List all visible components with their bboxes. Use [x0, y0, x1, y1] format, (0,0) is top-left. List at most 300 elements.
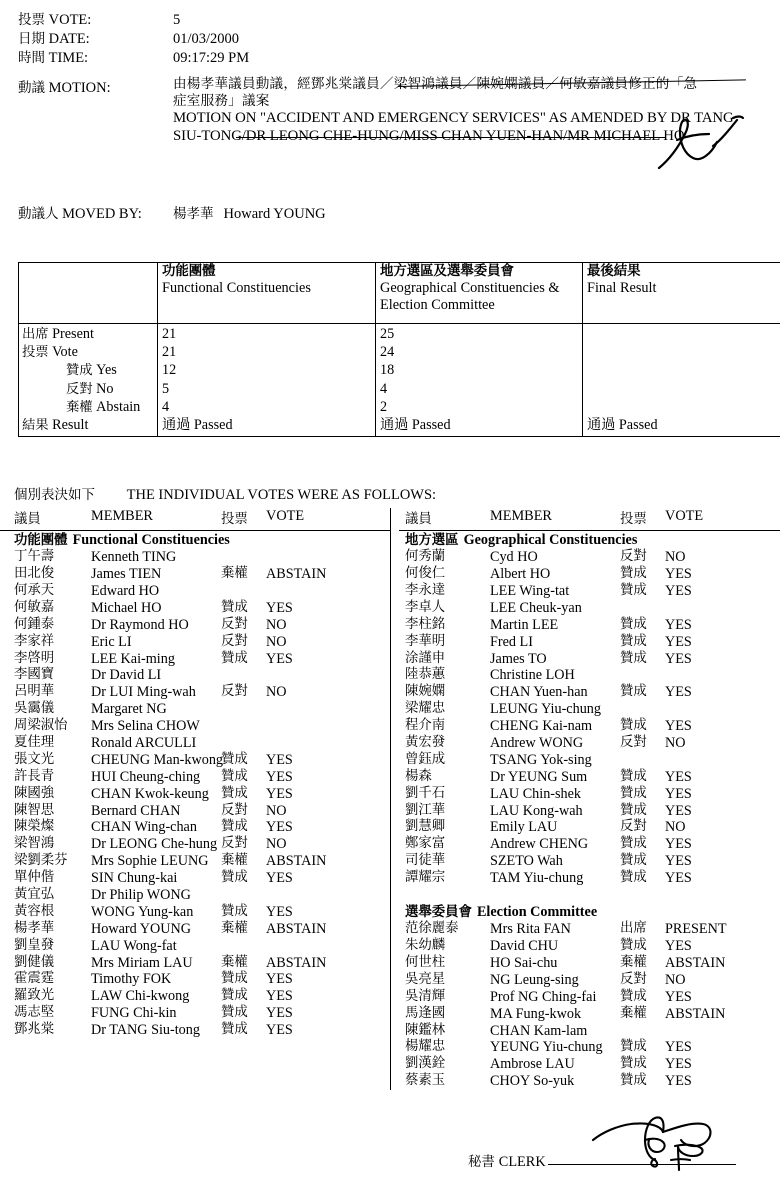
member-name-cjk: 劉江華	[405, 802, 446, 818]
member-vote-en: YES	[665, 566, 692, 583]
vote-row	[399, 752, 780, 769]
vote-row	[0, 617, 390, 634]
gc-present: 25	[380, 326, 395, 342]
member-name-en: CHOY So-yuk	[490, 1073, 575, 1090]
member-name-en: Howard YOUNG	[91, 920, 191, 937]
member-name-en: Mrs Selina CHOW	[91, 718, 200, 735]
votes-column-geographical	[390, 508, 780, 1090]
member-name-cjk: 陳國強	[14, 785, 55, 801]
vote-number-value: 5	[173, 12, 181, 28]
member-name-cjk: 李柱銘	[405, 616, 446, 632]
gc-vote: 24	[380, 344, 395, 361]
member-vote-en	[266, 887, 366, 904]
vote-row	[0, 786, 390, 803]
member-name-cjk: 蔡素玉	[405, 1073, 446, 1089]
moved-by-block	[18, 202, 326, 223]
fc-yes: 12	[162, 362, 177, 379]
member-name-cjk: 劉漢銓	[405, 1056, 446, 1072]
member-vote-cjk: 贊成	[221, 751, 248, 767]
member-vote-cjk: 贊成	[221, 819, 248, 835]
member-vote-en: ABSTAIN	[665, 1005, 726, 1022]
member-vote-en: YES	[266, 785, 293, 802]
fc-present: 21	[162, 326, 177, 342]
member-name-cjk: 黃宏發	[405, 734, 446, 750]
member-vote-cjk: 贊成	[620, 1073, 647, 1089]
member-vote-en	[266, 667, 366, 684]
motion-chinese-line-1: 由楊孝華議員動議，經鄧兆棠議員／梁智鴻議員／陳婉嫻議員／何敏嘉議員修正的「急	[173, 76, 698, 92]
member-vote-en	[665, 701, 765, 718]
member-vote-cjk	[221, 735, 266, 752]
vote-row	[399, 549, 780, 566]
vote-row	[0, 870, 390, 887]
member-name-en: James TIEN	[91, 566, 162, 583]
member-name-cjk: 何世柱	[405, 954, 446, 970]
vote-row	[399, 836, 780, 853]
member-vote-cjk: 反對	[620, 734, 647, 750]
member-vote-cjk: 贊成	[221, 1022, 248, 1038]
member-name-cjk: 李永達	[405, 582, 446, 598]
member-name-en: LAU Wong-fat	[91, 937, 177, 954]
vote-row	[0, 549, 390, 566]
member-name-en: Andrew CHENG	[490, 836, 589, 853]
votes-list-right	[399, 531, 780, 1090]
vote-row	[0, 701, 390, 718]
votes-list-left	[0, 531, 390, 1039]
member-vote-cjk: 贊成	[221, 650, 248, 666]
member-name-cjk: 吳靄儀	[14, 701, 55, 717]
member-name-cjk: 呂明華	[14, 684, 55, 700]
vote-row	[399, 786, 780, 803]
vote-row	[0, 684, 390, 701]
motion-label: 動議 MOTION:	[18, 80, 111, 96]
vote-row	[399, 1056, 780, 1073]
member-name-en: Dr LUI Ming-wah	[91, 684, 196, 701]
member-vote-cjk: 棄權	[620, 954, 647, 970]
fc-result: 通過 Passed	[162, 416, 233, 433]
member-name-en: Fred LI	[490, 633, 533, 650]
member-vote-en: PRESENT	[665, 921, 727, 938]
vote-row	[0, 651, 390, 668]
member-name-en: WONG Yung-kan	[91, 903, 194, 920]
member-vote-cjk: 贊成	[620, 853, 647, 869]
member-vote-en: ABSTAIN	[266, 954, 327, 971]
member-vote-cjk: 贊成	[620, 616, 647, 632]
member-name-cjk: 楊耀忠	[405, 1039, 446, 1055]
member-vote-cjk: 贊成	[620, 718, 647, 734]
member-name-en: Dr Philip WONG	[91, 887, 191, 903]
vote-row	[0, 769, 390, 786]
vote-row	[0, 938, 390, 955]
vote-row	[399, 938, 780, 955]
summary-label-vote: 投票 Vote	[22, 344, 78, 361]
member-name-cjk: 單仲偕	[14, 870, 55, 886]
member-vote-en: NO	[266, 616, 287, 633]
member-vote-en: YES	[665, 988, 692, 1005]
votes-section-heading-en: Election Committee	[476, 904, 598, 920]
vote-row	[399, 566, 780, 583]
signature-rule	[548, 1163, 736, 1165]
vote-row	[399, 667, 780, 684]
member-vote-en: YES	[665, 633, 692, 650]
member-vote-cjk: 反對	[620, 819, 647, 835]
member-vote-cjk	[221, 549, 266, 566]
member-vote-en: ABSTAIN	[266, 920, 327, 937]
member-name-cjk: 劉慧卿	[405, 819, 446, 835]
member-vote-en: ABSTAIN	[266, 566, 327, 583]
member-vote-en: YES	[665, 1073, 692, 1090]
member-vote-en: YES	[665, 802, 692, 819]
member-vote-cjk: 贊成	[620, 870, 647, 886]
member-vote-cjk: 贊成	[620, 785, 647, 801]
member-vote-en	[665, 1023, 765, 1040]
votes-column-header-right: 議員 MEMBER 投票 VOTE	[399, 508, 780, 531]
member-vote-en	[665, 752, 765, 769]
vote-row	[0, 667, 390, 684]
member-vote-en: YES	[665, 853, 692, 870]
member-name-cjk: 梁耀忠	[405, 701, 446, 717]
member-name-en: Mrs Rita FAN	[490, 921, 571, 938]
vote-row	[0, 1005, 390, 1022]
summary-header-geographical: 地方選區及選舉委員會 Geographical Constituencies & Election Committee	[376, 263, 583, 324]
vote-row	[0, 921, 390, 938]
strikethrough-english-amendment	[236, 137, 666, 138]
gc-abstain: 2	[380, 398, 388, 415]
gc-no: 4	[380, 380, 388, 397]
member-vote-cjk: 贊成	[620, 802, 647, 818]
member-name-cjk: 陳智思	[14, 802, 55, 818]
member-vote-en: ABSTAIN	[665, 954, 726, 971]
summary-label-no: 反對 No	[66, 380, 114, 397]
member-name-cjk: 程介南	[405, 718, 446, 734]
vote-row	[399, 600, 780, 617]
vote-row	[0, 836, 390, 853]
member-vote-en: NO	[266, 684, 287, 701]
member-vote-en: NO	[665, 819, 686, 836]
member-name-cjk: 劉健儀	[14, 954, 55, 970]
moved-by-name: 楊孝華 Howard YOUNG	[173, 206, 326, 222]
member-name-cjk: 羅致光	[14, 988, 55, 1004]
vote-row	[0, 634, 390, 651]
summary-label-present: 出席 Present	[22, 326, 94, 342]
vote-row	[399, 684, 780, 701]
motion-block	[18, 76, 763, 145]
member-name-cjk: 田北俊	[14, 566, 55, 582]
member-vote-en: YES	[665, 870, 692, 887]
member-vote-cjk: 贊成	[221, 1005, 248, 1021]
member-name-en: Michael HO	[91, 599, 162, 616]
member-name-en: Dr LEONG Che-hung	[91, 836, 218, 853]
summary-row-labels	[19, 324, 158, 437]
member-vote-cjk: 棄權	[221, 954, 248, 970]
vote-row	[0, 718, 390, 735]
member-vote-en: YES	[266, 1005, 293, 1022]
member-vote-cjk: 棄權	[620, 1005, 647, 1021]
vote-row	[0, 600, 390, 617]
member-name-cjk: 李啓明	[14, 650, 55, 666]
member-vote-cjk	[221, 718, 266, 735]
member-vote-cjk: 反對	[620, 971, 647, 987]
member-name-cjk: 陳婉嫻	[405, 684, 446, 700]
member-vote-cjk: 贊成	[221, 903, 248, 919]
member-vote-cjk	[221, 887, 266, 904]
member-vote-cjk: 贊成	[620, 836, 647, 852]
member-vote-en: YES	[665, 938, 692, 955]
vote-row	[399, 921, 780, 938]
member-name-en: Dr David LI	[91, 667, 162, 684]
member-vote-en: YES	[266, 870, 293, 887]
motion-chinese-line-2: 症室服務」議案	[173, 93, 270, 109]
summary-values-final	[583, 324, 780, 437]
summary-body-row	[19, 324, 780, 437]
member-vote-en: YES	[266, 599, 293, 616]
vote-row	[399, 701, 780, 718]
member-vote-en	[266, 735, 366, 752]
member-name-cjk: 黃宜弘	[14, 887, 55, 902]
member-vote-en: YES	[266, 819, 293, 836]
fc-abstain: 4	[162, 398, 170, 415]
section-spacer	[399, 887, 780, 903]
vote-row	[399, 769, 780, 786]
member-vote-en	[266, 701, 366, 718]
vote-row	[399, 1023, 780, 1040]
vote-row	[399, 718, 780, 735]
vote-row	[399, 1006, 780, 1023]
member-vote-en: ABSTAIN	[266, 853, 327, 870]
vote-row	[0, 566, 390, 583]
member-name-cjk: 楊孝華	[14, 920, 55, 936]
member-vote-en: YES	[266, 988, 293, 1005]
member-vote-en: NO	[665, 549, 686, 566]
member-name-cjk: 丁午壽	[14, 549, 55, 565]
member-name-en: Christine LOH	[490, 667, 575, 684]
member-vote-cjk	[620, 752, 665, 769]
member-vote-cjk: 反對	[221, 633, 248, 649]
document-header-meta	[18, 8, 758, 65]
member-name-cjk: 劉皇發	[14, 937, 55, 953]
summary-label-yes: 贊成 Yes	[66, 362, 117, 379]
vote-row	[399, 955, 780, 972]
member-vote-en: NO	[266, 802, 287, 819]
member-name-cjk: 范徐麗泰	[405, 921, 459, 937]
member-vote-en: YES	[665, 616, 692, 633]
member-name-en: NG Leung-sing	[490, 971, 579, 988]
member-name-en: Bernard CHAN	[91, 802, 181, 819]
member-name-en: LEE Cheuk-yan	[490, 599, 582, 616]
member-name-cjk: 夏佳理	[14, 734, 55, 750]
votes-section-heading-en: Functional Constituencies	[72, 532, 230, 548]
member-name-cjk: 李國寶	[14, 667, 55, 683]
member-name-en: Cyd HO	[490, 549, 538, 566]
vote-row	[0, 971, 390, 988]
member-name-cjk: 司徒華	[405, 853, 446, 869]
member-vote-cjk: 贊成	[620, 1056, 647, 1072]
member-vote-en: YES	[665, 684, 692, 701]
member-name-en: SZETO Wah	[490, 853, 563, 870]
fc-vote: 21	[162, 344, 177, 361]
member-vote-cjk	[221, 701, 266, 718]
member-name-cjk: 李卓人	[405, 599, 446, 615]
motion-english-line-2: SIU-TONG/DR LEONG CHE-HUNG/MISS CHAN YUEN-HAN/MR MICHAEL HO	[173, 127, 685, 144]
vote-row	[399, 803, 780, 820]
member-vote-en: NO	[665, 734, 686, 751]
member-name-cjk: 何承天	[14, 582, 55, 598]
member-name-en: CHAN Yuen-han	[490, 684, 588, 701]
member-vote-en: YES	[266, 971, 293, 988]
vote-row	[399, 870, 780, 887]
clerk-signature-line: 秘書 CLERK	[468, 1151, 736, 1171]
member-name-cjk: 許長青	[14, 768, 55, 784]
member-vote-en: NO	[266, 633, 287, 650]
vote-row	[399, 853, 780, 870]
member-vote-en: YES	[266, 650, 293, 667]
member-vote-cjk: 棄權	[221, 853, 248, 869]
member-vote-cjk: 棄權	[221, 566, 248, 582]
member-name-en: Dr YEUNG Sum	[490, 768, 588, 785]
member-name-cjk: 曾鈺成	[405, 751, 446, 767]
member-name-cjk: 張文光	[14, 751, 55, 767]
member-vote-cjk: 贊成	[620, 582, 647, 598]
member-name-cjk: 譚耀宗	[405, 870, 446, 886]
vote-row	[0, 887, 390, 904]
member-vote-cjk: 反對	[221, 802, 248, 818]
gc-result: 通過 Passed	[380, 416, 451, 433]
member-name-cjk: 何秀蘭	[405, 549, 446, 565]
member-name-en: Kenneth TING	[91, 549, 177, 566]
member-name-cjk: 涂謹申	[405, 650, 446, 666]
vote-row	[399, 583, 780, 600]
member-vote-en: NO	[266, 836, 287, 853]
handwritten-initials	[655, 112, 745, 179]
member-name-cjk: 楊森	[405, 768, 432, 784]
vote-row	[399, 617, 780, 634]
member-vote-en: YES	[665, 582, 692, 599]
member-name-en: Ronald ARCULLI	[91, 734, 197, 751]
member-name-cjk: 霍震霆	[14, 971, 55, 987]
member-name-cjk: 梁智鴻	[14, 836, 55, 852]
vote-row	[399, 1073, 780, 1090]
moved-by-label: 動議人 MOVED BY:	[18, 206, 142, 222]
member-vote-en: YES	[266, 751, 293, 768]
member-vote-en: YES	[665, 1056, 692, 1073]
member-vote-en: YES	[665, 785, 692, 802]
member-name-en: Margaret NG	[91, 701, 167, 718]
member-vote-cjk: 反對	[620, 549, 647, 565]
member-name-en: Ambrose LAU	[490, 1056, 575, 1073]
member-vote-en: YES	[665, 836, 692, 853]
date-label: 日期 DATE:	[18, 31, 90, 47]
summary-header-final-result: 最後結果 Final Result	[583, 263, 780, 324]
vote-row	[0, 803, 390, 820]
member-vote-cjk	[620, 667, 665, 684]
member-vote-cjk: 贊成	[620, 650, 647, 666]
member-vote-cjk	[221, 938, 266, 955]
member-name-en: Dr TANG Siu-tong	[91, 1022, 200, 1039]
meta-row-date	[18, 27, 758, 46]
member-vote-en: YES	[665, 768, 692, 785]
member-vote-cjk: 贊成	[620, 1039, 647, 1055]
member-name-en: TSANG Yok-sing	[490, 751, 592, 768]
vote-row	[399, 972, 780, 989]
member-vote-en: YES	[266, 768, 293, 785]
member-vote-cjk	[620, 1023, 665, 1040]
summary-values-functional	[158, 324, 376, 437]
member-name-cjk: 吳亮星	[405, 971, 446, 987]
member-vote-cjk	[221, 667, 266, 684]
member-name-cjk: 劉千石	[405, 785, 446, 801]
summary-header-functional: 功能團體 Functional Constituencies	[158, 263, 376, 324]
member-name-en: HUI Cheung-ching	[91, 768, 201, 785]
vote-row	[0, 988, 390, 1005]
member-name-en: CHAN Wing-chan	[91, 819, 197, 836]
member-name-en: David CHU	[490, 938, 559, 955]
member-vote-cjk: 贊成	[620, 768, 647, 784]
member-vote-en	[266, 938, 366, 955]
member-vote-cjk: 贊成	[221, 870, 248, 886]
member-name-en: Eric LI	[91, 633, 132, 650]
member-vote-cjk: 贊成	[620, 938, 647, 954]
member-vote-cjk: 出席	[620, 921, 647, 937]
member-name-en: SIN Chung-kai	[91, 870, 178, 887]
member-vote-en: YES	[266, 903, 293, 920]
votes-section-heading	[399, 903, 780, 921]
member-name-en: TAM Yiu-chung	[490, 870, 584, 887]
member-name-en: Timothy FOK	[91, 971, 172, 988]
vote-row	[0, 819, 390, 836]
member-name-cjk: 何俊仁	[405, 566, 446, 582]
vote-label: 投票 VOTE:	[18, 12, 92, 28]
member-name-en: Mrs Miriam LAU	[91, 954, 193, 971]
individual-votes-title: 個別表決如下 THE INDIVIDUAL VOTES WERE AS FOLLOWS:	[14, 487, 437, 503]
member-name-en: MA Fung-kwok	[490, 1005, 582, 1022]
vote-row	[399, 651, 780, 668]
member-name-en: HO Sai-chu	[490, 954, 558, 971]
date-value: 01/03/2000	[173, 31, 240, 47]
member-vote-cjk: 贊成	[620, 684, 647, 700]
member-name-en: LAU Chin-shek	[490, 785, 582, 802]
gc-yes: 18	[380, 362, 395, 379]
vote-row	[399, 989, 780, 1006]
vote-row	[399, 634, 780, 651]
member-vote-cjk	[620, 600, 665, 617]
member-vote-en: YES	[266, 1022, 293, 1039]
member-name-cjk: 朱幼麟	[405, 938, 446, 954]
member-name-cjk: 馮志堅	[14, 1005, 55, 1021]
votes-column-functional	[0, 508, 390, 1090]
member-name-en: CHEUNG Man-kwong	[91, 751, 224, 768]
member-name-en: Martin LEE	[490, 616, 559, 633]
member-vote-en	[266, 549, 366, 566]
member-name-cjk: 陸恭蕙	[405, 667, 446, 683]
member-name-en: James TO	[490, 650, 547, 667]
vote-row	[0, 955, 390, 972]
member-name-en: CHENG Kai-nam	[490, 718, 593, 735]
vote-row	[0, 904, 390, 921]
member-vote-cjk: 贊成	[221, 599, 248, 615]
member-vote-cjk: 反對	[221, 684, 248, 700]
time-label: 時間 TIME:	[18, 50, 89, 66]
member-name-cjk: 何鍾泰	[14, 616, 55, 632]
member-name-en: Mrs Sophie LEUNG	[91, 853, 209, 870]
member-vote-cjk: 贊成	[620, 566, 647, 582]
votes-column-header-left: 議員 MEMBER 投票 VOTE	[0, 508, 390, 531]
member-name-en: CHAN Kam-lam	[490, 1022, 588, 1039]
clerk-handwritten-signature	[545, 1112, 745, 1187]
votes-section-heading-cjk: 功能團體	[14, 533, 68, 548]
member-vote-en: NO	[665, 971, 686, 988]
member-name-en: YEUNG Yiu-chung	[490, 1039, 603, 1056]
vote-row	[399, 1039, 780, 1056]
member-name-cjk: 吳清輝	[405, 988, 446, 1004]
